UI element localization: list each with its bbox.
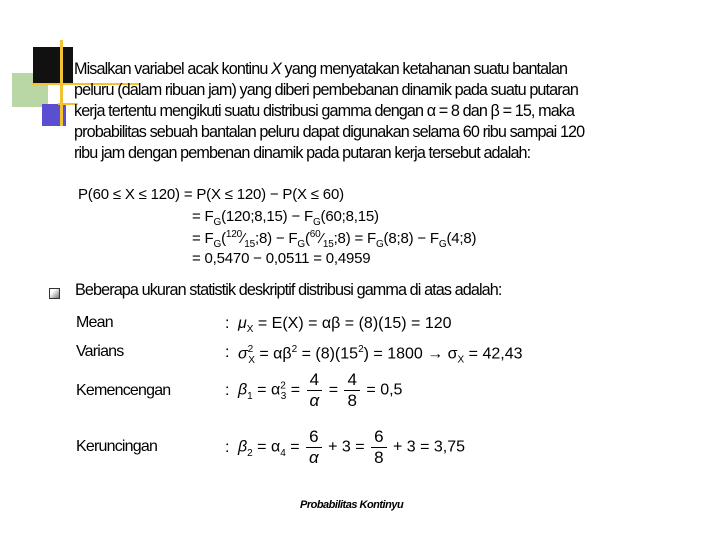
- eq-text: ) = 1800 → σ: [363, 345, 458, 363]
- eq-text: (60;8,15): [320, 208, 379, 225]
- eq-sup: 2: [280, 380, 286, 392]
- eq-text: = F: [192, 208, 214, 225]
- equation-4: = 0,5470 − 0,0511 = 0,4959: [192, 250, 371, 267]
- eq-text: = α: [252, 438, 281, 456]
- decor-black-square: [33, 47, 73, 85]
- frac-num: 4: [309, 370, 320, 389]
- eq-sub: 1: [247, 390, 253, 402]
- para-line-5: ribu jam dengan pembenan dinamik pada putaran kerja tersebut adalah:: [74, 144, 531, 162]
- para-text: kerja tertentu mengikuti suatu distribusi gamma dengan: [74, 102, 427, 120]
- eq-text: (120;8,15) − F: [221, 208, 313, 225]
- kemencengan-equation: [238, 370, 402, 411]
- bullet-icon: [49, 288, 60, 299]
- eq-slash: ⁄: [241, 230, 245, 247]
- para-line-2: peluru (dalam ribuan jam) yang diberi pembebanan dinamik pada suatu putaran: [74, 81, 578, 99]
- skew-fraction-1: [307, 370, 323, 411]
- eq-text: =: [324, 381, 343, 399]
- eq-frac-den: 15: [244, 239, 256, 250]
- eq-sub: G: [312, 217, 321, 228]
- eq-text: (: [305, 230, 310, 247]
- varians-label: Varians: [76, 343, 124, 360]
- eq-text: + 3 = 3,75: [388, 438, 466, 456]
- var-x: X: [271, 60, 281, 78]
- frac-den: α: [306, 447, 322, 468]
- keruncingan-label: Keruncingan: [76, 438, 158, 455]
- eq-sub: G: [297, 239, 305, 250]
- para-text: = 8 dan: [435, 102, 491, 120]
- eq-text: = 0,5: [361, 381, 403, 399]
- keruncingan-equation: [238, 427, 465, 468]
- alpha-symbol: α: [426, 102, 436, 120]
- equation-1: P(60 ≤ X ≤ 120) = P(X ≤ 120) − P(X ≤ 60): [78, 186, 344, 203]
- varians-colon: :: [225, 344, 230, 361]
- frac-num: 4: [347, 370, 357, 389]
- eq-sup: 2: [291, 344, 298, 355]
- kemencengan-colon: :: [225, 382, 230, 399]
- para-line-1: [74, 59, 670, 80]
- intro-paragraph: [74, 59, 670, 164]
- equation-3: [192, 229, 476, 250]
- eq-text: (: [221, 230, 226, 247]
- footer-title: Probabilitas Kontinyu: [300, 499, 404, 511]
- eq-frac-den: 15: [322, 239, 334, 250]
- eq-sub: 4: [280, 447, 286, 459]
- para-line-4: probabilitas sebuah bantalan peluru dapat digunakan selama 60 ribu sampai 120: [74, 123, 585, 141]
- eq-sub: X: [248, 354, 255, 366]
- eq-text: = (8)(15: [297, 345, 359, 363]
- mean-label: Mean: [76, 314, 113, 331]
- eq-text: = E(X) = αβ = (8)(15) = 120: [253, 315, 452, 332]
- eq-text: = α: [252, 381, 281, 399]
- eq-text: = F: [192, 230, 214, 247]
- eq-sub: G: [438, 239, 447, 250]
- eq-text: = 42,43: [464, 345, 523, 363]
- kurt-fraction-1: [306, 427, 322, 468]
- eq-text: =: [286, 381, 305, 399]
- eq-text: σ: [238, 345, 248, 363]
- eq-text: ;8) = F: [333, 230, 376, 247]
- mean-equation: [238, 315, 452, 335]
- frac-den: α: [307, 390, 323, 411]
- eq-frac-num: 120: [225, 229, 242, 240]
- para-text: Misalkan variabel acak kontinu: [74, 60, 272, 78]
- bullet-text: Beberapa ukuran statistik deskriptif distribusi gamma di atas adalah:: [75, 281, 502, 299]
- frac-num: 6: [309, 427, 319, 446]
- eq-slash: ⁄: [320, 230, 323, 247]
- kemencengan-label: Kemencengan: [76, 382, 171, 399]
- mean-colon: :: [225, 315, 230, 332]
- eq-text: β: [238, 381, 248, 399]
- eq-sub: G: [375, 239, 384, 250]
- frac-num: 6: [374, 427, 384, 446]
- eq-sup: 2: [358, 344, 364, 355]
- equation-2: [192, 208, 379, 228]
- kurt-fraction-2: [371, 427, 386, 468]
- eq-sup: 2: [247, 344, 254, 355]
- eq-text: =: [285, 438, 304, 456]
- eq-sub: X: [457, 354, 465, 366]
- eq-text: (8;8) − F: [383, 230, 439, 247]
- eq-sub: G: [213, 217, 222, 228]
- eq-sub: 2: [247, 447, 253, 459]
- eq-frac-num: 60: [309, 229, 321, 240]
- eq-text: (4;8): [446, 230, 477, 247]
- varians-equation: [238, 344, 523, 366]
- eq-sub: G: [213, 239, 222, 250]
- para-text: yang menyatakan ketahanan suatu bantalan: [280, 60, 568, 78]
- beta-symbol: β: [490, 102, 499, 120]
- eq-text: + 3 =: [323, 438, 370, 456]
- skew-fraction-2: [344, 370, 359, 411]
- eq-text: = αβ: [254, 345, 292, 363]
- eq-sub: 3: [280, 390, 287, 402]
- eq-text: ;8) − F: [255, 230, 298, 247]
- keruncingan-colon: :: [225, 439, 230, 456]
- eq-sub: X: [246, 324, 254, 336]
- eq-text: μ: [238, 315, 247, 332]
- para-text: = 15, maka: [498, 102, 575, 120]
- para-line-3: [74, 101, 670, 122]
- frac-den: 8: [371, 447, 386, 468]
- frac-den: 8: [344, 390, 359, 411]
- eq-text: β: [238, 438, 248, 456]
